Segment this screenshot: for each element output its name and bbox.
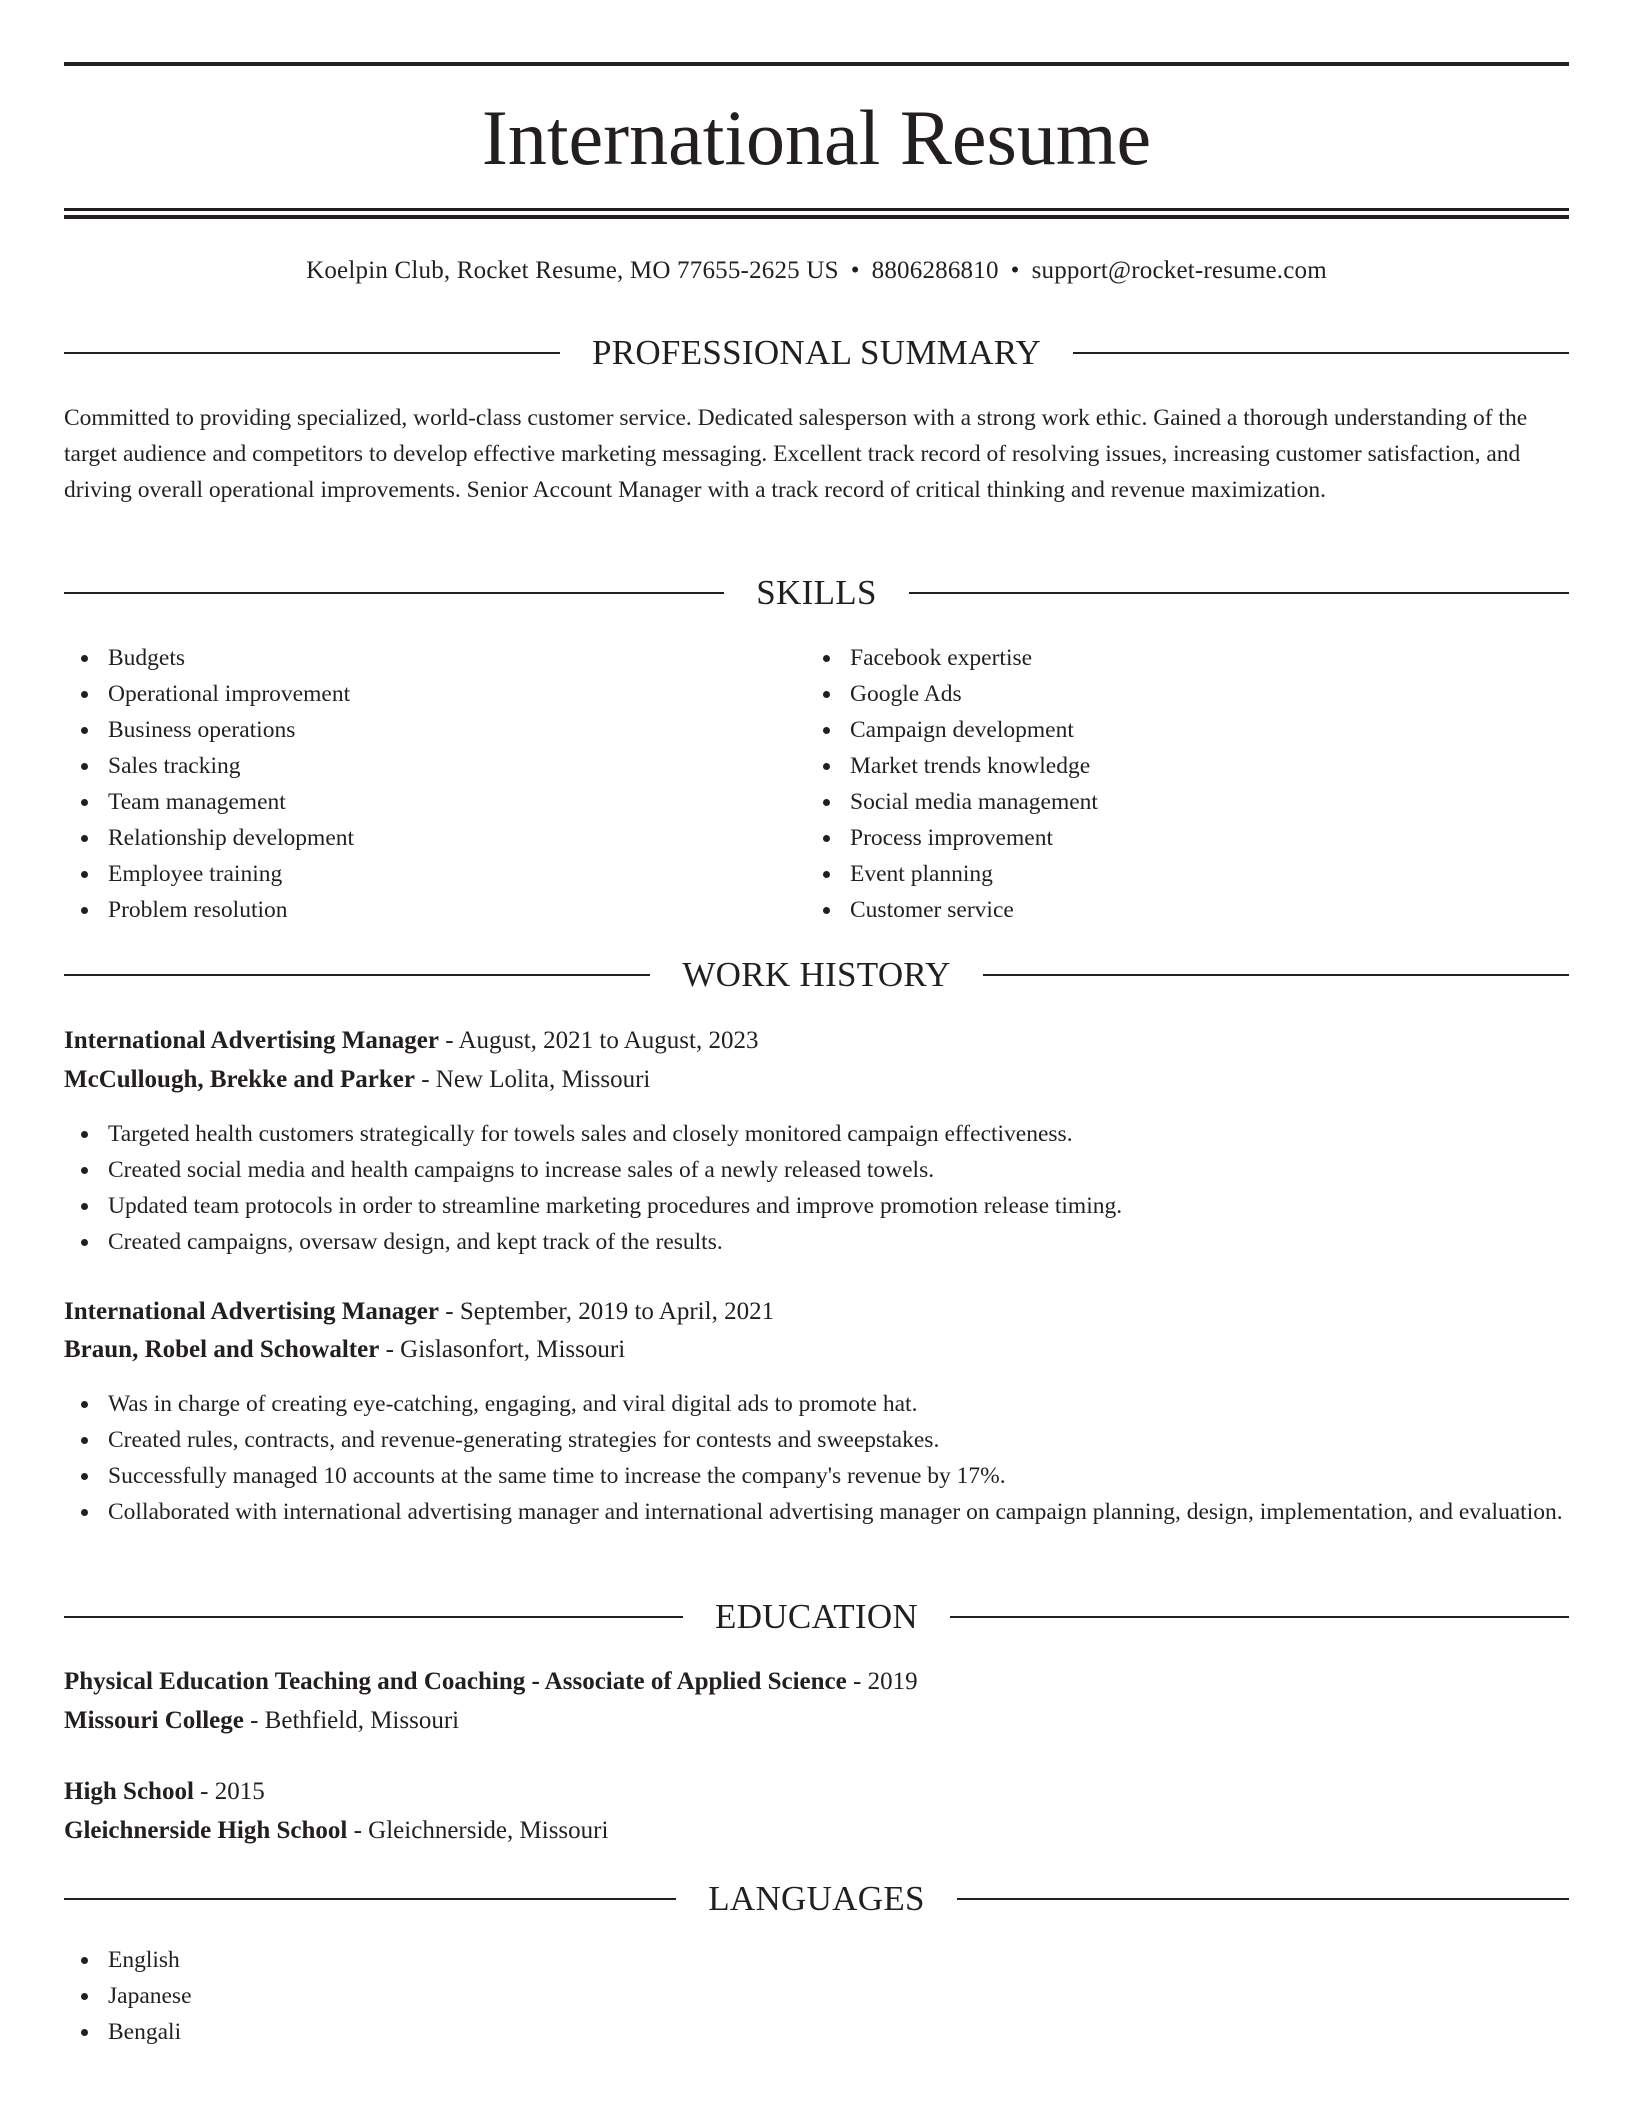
language-item: English — [64, 1942, 664, 1978]
title-rule-lower — [64, 215, 1569, 219]
job-company-line — [64, 1331, 1569, 1369]
education-degree: Physical Education Teaching and Coaching - Associate of Applied Science — [64, 1668, 847, 1695]
job-bullet: Successfully managed 10 accounts at the same time to increase the company's revenue by 17%. — [64, 1458, 1569, 1494]
job-bullet: Created social media and health campaigns to increase sales of a newly released towels. — [64, 1152, 1569, 1188]
skill-item: Facebook expertise — [806, 640, 1546, 676]
skill-item: Budgets — [64, 640, 804, 676]
section-header-work — [64, 953, 1569, 997]
skill-item: Relationship development — [64, 820, 804, 856]
job-title-line — [64, 1022, 1569, 1060]
summary-text: Committed to providing specialized, world-class customer service. Dedicated salesperson with a strong work ethic. Gained a thorough understanding of the target audience and competitors to develop effective marketing messaging. Excellent track record of resolving issues, increasing customer satisfaction, and driving overall operational improvements. Senior Account Manager with a track record of critical thinking and revenue maximization. — [64, 405, 1528, 503]
job-bullet: Created campaigns, oversaw design, and kept track of the results. — [64, 1224, 1569, 1260]
section-header-education — [64, 1595, 1569, 1639]
education-school: Gleichnerside High School — [64, 1817, 348, 1844]
job-company-line — [64, 1061, 1569, 1099]
contact-separator: • — [1010, 257, 1020, 284]
contact-address: Koelpin Club, Rocket Resume, MO 77655-2625 US — [306, 257, 839, 284]
job-dates: - August, 2021 to August, 2023 — [439, 1027, 759, 1054]
job-bullets — [64, 1386, 1569, 1530]
education-degree: High School — [64, 1778, 194, 1805]
skill-item: Business operations — [64, 712, 804, 748]
section-rule — [983, 974, 1569, 976]
job-bullets — [64, 1116, 1569, 1260]
section-rule — [64, 352, 560, 354]
section-rule — [909, 592, 1569, 594]
skill-item: Team management — [64, 784, 804, 820]
section-title: WORK HISTORY — [682, 955, 951, 994]
language-item: Japanese — [64, 1978, 664, 2014]
job-dates: - September, 2019 to April, 2021 — [439, 1298, 775, 1325]
skill-item: Problem resolution — [64, 892, 804, 928]
contact-separator: • — [850, 257, 860, 284]
education-location: - Gleichnerside, Missouri — [347, 1817, 609, 1844]
job-bullet: Targeted health customers strategically for towels sales and closely monitored campaign effectiveness. — [64, 1116, 1569, 1152]
section-rule — [1073, 352, 1569, 354]
job-location: - Gislasonfort, Missouri — [379, 1336, 626, 1363]
education-school: Missouri College — [64, 1707, 244, 1734]
section-rule — [950, 1616, 1569, 1618]
section-rule — [64, 592, 724, 594]
education-year: - 2015 — [193, 1778, 265, 1805]
education-degree-line — [64, 1773, 1569, 1811]
job-location: - New Lolita, Missouri — [414, 1066, 651, 1093]
section-rule — [957, 1898, 1569, 1900]
top-rule — [64, 62, 1569, 66]
skill-item: Market trends knowledge — [806, 748, 1546, 784]
job-bullet: Updated team protocols in order to streamline marketing procedures and improve promotion release timing. — [64, 1188, 1569, 1224]
job-company: Braun, Robel and Schowalter — [64, 1336, 380, 1363]
languages-list — [64, 1942, 664, 2050]
resume-title: International Resume — [481, 94, 1152, 181]
skill-item: Event planning — [806, 856, 1546, 892]
skill-item: Sales tracking — [64, 748, 804, 784]
education-school-line — [64, 1812, 1569, 1850]
section-title: SKILLS — [756, 573, 877, 612]
job-bullet: Created rules, contracts, and revenue-generating strategies for contests and sweepstakes. — [64, 1422, 1569, 1458]
section-title: LANGUAGES — [708, 1879, 925, 1918]
skill-item: Process improvement — [806, 820, 1546, 856]
education-location: - Bethfield, Missouri — [243, 1707, 460, 1734]
skill-item: Campaign development — [806, 712, 1546, 748]
skill-item: Social media management — [806, 784, 1546, 820]
section-title: PROFESSIONAL SUMMARY — [591, 333, 1042, 372]
education-year: - 2019 — [846, 1668, 918, 1695]
job-title: International Advertising Manager — [64, 1298, 439, 1325]
skill-item: Operational improvement — [64, 676, 804, 712]
section-header-summary — [64, 331, 1569, 375]
section-rule — [64, 974, 650, 976]
job-title: International Advertising Manager — [64, 1027, 439, 1054]
job-bullet: Was in charge of creating eye-catching, engaging, and viral digital ads to promote hat. — [64, 1386, 1569, 1422]
education-degree-line — [64, 1663, 1569, 1701]
job-bullet: Collaborated with international advertising manager and international advertising manager on campaign planning, design, implementation, and evaluation. — [64, 1494, 1569, 1530]
section-rule — [64, 1616, 683, 1618]
skill-item: Google Ads — [806, 676, 1546, 712]
contact-line — [64, 254, 1569, 288]
language-item: Bengali — [64, 2014, 664, 2050]
job-company: McCullough, Brekke and Parker — [64, 1066, 415, 1093]
skills-list-right — [806, 640, 1546, 928]
contact-phone: 8806286810 — [871, 257, 999, 284]
section-rule — [64, 1898, 676, 1900]
title-rule-upper — [64, 208, 1569, 211]
section-header-skills — [64, 571, 1569, 615]
section-title: EDUCATION — [715, 1597, 918, 1636]
skill-item: Employee training — [64, 856, 804, 892]
job-title-line — [64, 1293, 1569, 1331]
education-school-line — [64, 1702, 1569, 1740]
skills-list-left — [64, 640, 804, 928]
section-header-languages — [64, 1877, 1569, 1921]
contact-email: support@rocket-resume.com — [1031, 257, 1327, 284]
skill-item: Customer service — [806, 892, 1546, 928]
